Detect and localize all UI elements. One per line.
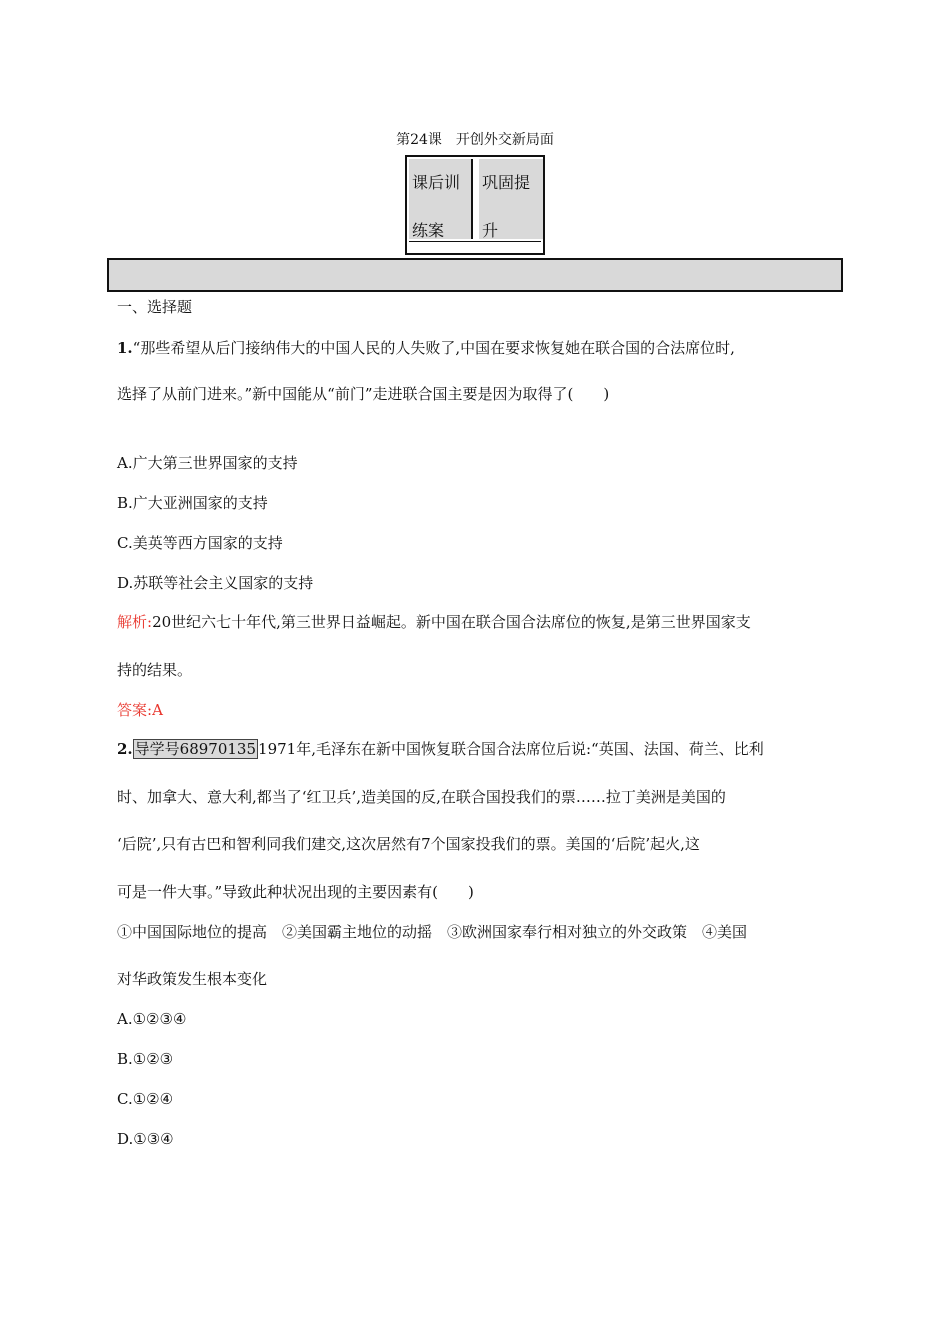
q1-line1 [117, 338, 735, 358]
q2-stem-line1: 1971年,毛泽东在新中国恢复联合国合法席位后说:“英国、法国、荷兰、比利 [258, 740, 764, 758]
header-cell-training-line1: 课后训 [412, 173, 461, 192]
q1-answer-label: 答案: [117, 701, 153, 719]
q1-stem-line2: 选择了从前门进来。”新中国能从“前门”走进联合国主要是因为取得了( ) [117, 385, 610, 403]
q1-number: 1. [117, 339, 133, 357]
header-cell-training-line2: 练案 [412, 221, 445, 240]
q1-answer-value: A [152, 701, 163, 719]
header-cell-training [409, 159, 473, 239]
q1-answer [117, 700, 163, 720]
q2-line1 [117, 739, 764, 759]
header-table [405, 155, 545, 255]
q2-items-line1: ①中国国际地位的提高 ②美国霸主地位的动摇 ③欧洲国家奉行相对独立的外交政策 ④美国 [117, 923, 748, 941]
q2-items-line2: 对华政策发生根本变化 [117, 970, 268, 988]
q1-analysis-line2: 持的结果。 [117, 661, 193, 679]
q2-option-a: A.①②③④ [117, 1010, 187, 1028]
q2-number: 2. [117, 740, 133, 758]
q2-stem-line3: ‘后院’,只有古巴和智利同我们建交,这次居然有7个国家投我们的票。美国的‘后院’起火,这 [117, 835, 700, 853]
q1-option-c: C.美英等西方国家的支持 [117, 534, 283, 552]
gray-banner [107, 258, 843, 292]
q2-stem-line4: 可是一件大事。”导致此种状况出现的主要因素有( ) [117, 883, 474, 901]
q2-stem-line2: 时、加拿大、意大利,都当了‘红卫兵’,造美国的反,在联合国投我们的票……拉丁美洲是美国的 [117, 788, 726, 806]
q1-option-a: A.广大第三世界国家的支持 [117, 454, 298, 472]
q1-stem-line1: “那些希望从后门接纳伟大的中国人民的人失败了,中国在要求恢复她在联合国的合法席位时, [132, 339, 735, 357]
q1-analysis-line1: 20世纪六七十年代,第三世界日益崛起。新中国在联合国合法席位的恢复,是第三世界国家支 [152, 613, 751, 631]
section-title: 一、选择题 [117, 298, 193, 316]
lesson-title: 第24课 开创外交新局面 [396, 132, 554, 148]
q1-analysis [117, 612, 751, 632]
q1-option-d: D.苏联等社会主义国家的支持 [117, 574, 314, 592]
header-cell-consolidate-line2: 升 [482, 221, 499, 240]
q2-option-d: D.①③④ [117, 1130, 174, 1148]
header-cell-consolidate-line1: 巩固提 [482, 173, 531, 192]
q2-option-c: C.①②④ [117, 1090, 174, 1108]
q2-option-b: B.①②③ [117, 1050, 174, 1068]
guide-number-badge[interactable]: 导学号68970135 [134, 740, 257, 758]
q1-analysis-label: 解析: [117, 613, 153, 631]
header-divider-line [409, 241, 541, 242]
header-cell-consolidate [479, 159, 543, 239]
q1-option-b: B.广大亚洲国家的支持 [117, 494, 268, 512]
